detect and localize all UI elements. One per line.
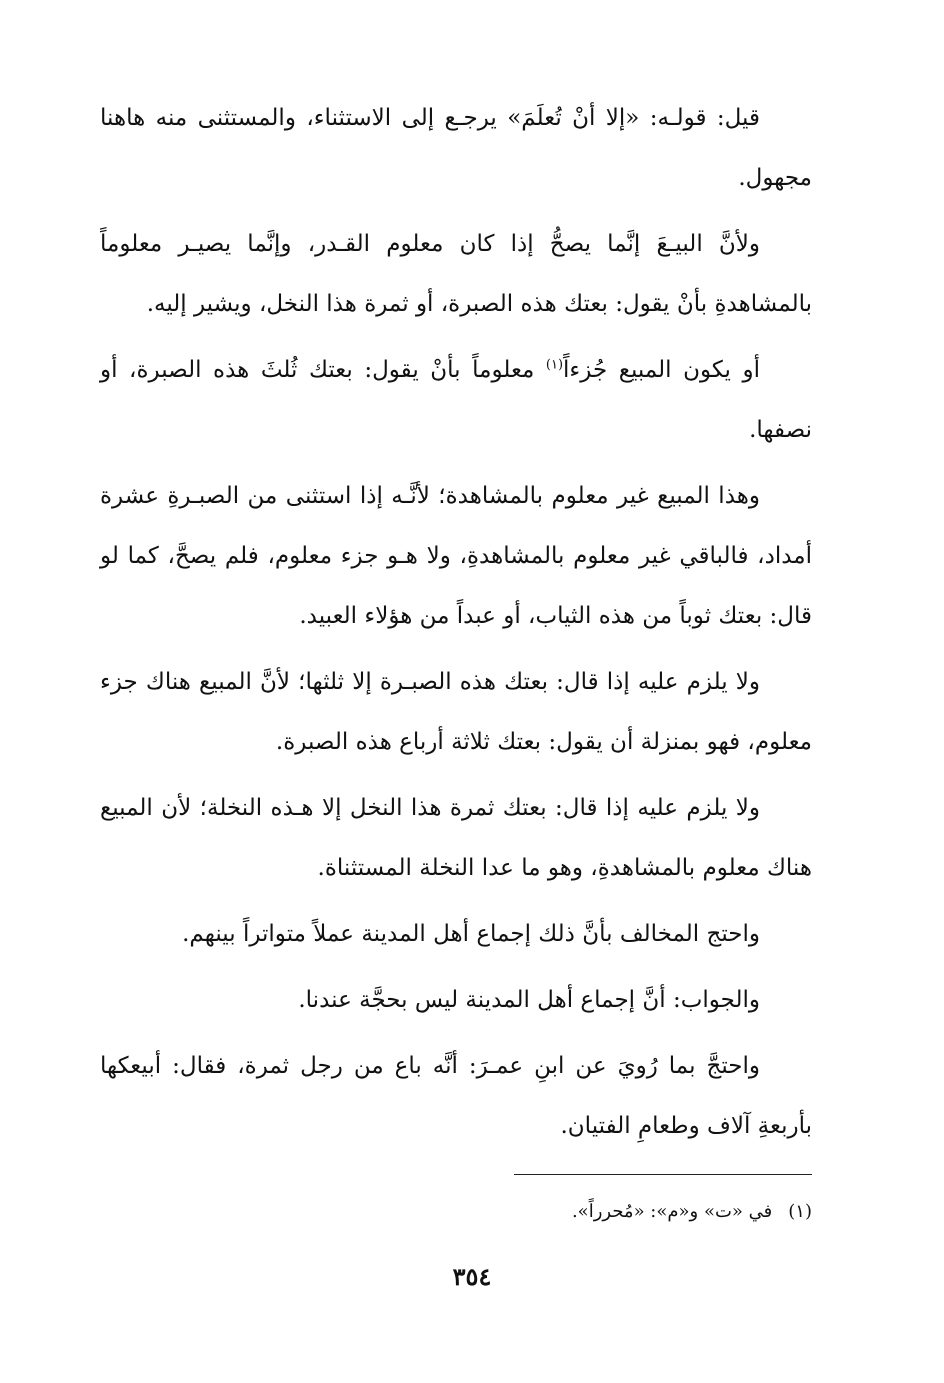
paragraph-2: ولأنَّ البيـعَ إنَّما يصحُّ إذا كان معلوم القـدر، وإنَّما يصيـر معلوماً بالمشاهدةِ بأنْ يقول: بعتك هذه الصبرة، أو ثمرة هذا النخل، ويشير إليه. (100, 231, 812, 317)
paragraph-3-tail: معلوماً بأنْ يقول: بعتك ثُلثَ هذه الصبرة، أو نصفها. (100, 357, 812, 443)
paragraph-3-head: أو يكون المبيع جُزءاً (563, 357, 760, 383)
paragraph-9: واحتجَّ بما رُويَ عن ابنِ عمـرَ: أنَّه باع من رجل ثمرة، فقال: أبيعكها بأربعةِ آلاف وطعامِ الفتيان. (100, 1053, 812, 1139)
paragraph-7: واحتج المخالف بأنَّ ذلك إجماع أهل المدينة عملاً متواتراً بينهم. (182, 921, 760, 947)
paragraph-1: قيل: قولـه: «إلا أنْ تُعلَمَ» يرجـع إلى الاستثناء، والمستثنى منه هاهنا مجهول. (100, 105, 812, 191)
page-number: ٣٥٤ (452, 1262, 492, 1291)
paragraph-4: وهذا المبيع غير معلوم بالمشاهدة؛ لأنَّـه إذا استثنى من الصبـرةِ عشرة أمداد، فالباقي غير معلوم بالمشاهدةِ، ولا هـو جزء معلوم، فلم يصحَّ، كما لو قال: بعتك ثوباً من هذه الثياب، أو عبداً من هؤلاء العبيد. (100, 483, 812, 629)
paragraph-5: ولا يلزم عليه إذا قال: بعتك هذه الصبـرة إلا ثلثها؛ لأنَّ المبيع هناك جزء معلوم، فهو بمنزلة أن يقول: بعتك ثلاثة أرباع هذه الصبرة. (100, 669, 812, 755)
footnote-reference[interactable]: (١) (545, 357, 564, 373)
footnote-text: في «ت» و«م»: «مُحرراً». (571, 1201, 773, 1222)
main-text (100, 88, 812, 1162)
paragraph-6: ولا يلزم عليه إذا قال: بعتك ثمرة هذا النخل إلا هـذه النخلة؛ لأن المبيع هناك معلوم بالمشاهدةِ، وهو ما عدا النخلة المستثناة. (100, 795, 812, 881)
footnote-divider (514, 1174, 812, 1175)
footnote-1 (212, 1196, 812, 1228)
paragraph-3 (100, 340, 812, 460)
footnote-number: (١) (788, 1201, 812, 1222)
paragraph-8: والجواب: أنَّ إجماع أهل المدينة ليس بحجَّة عندنا. (298, 987, 760, 1013)
